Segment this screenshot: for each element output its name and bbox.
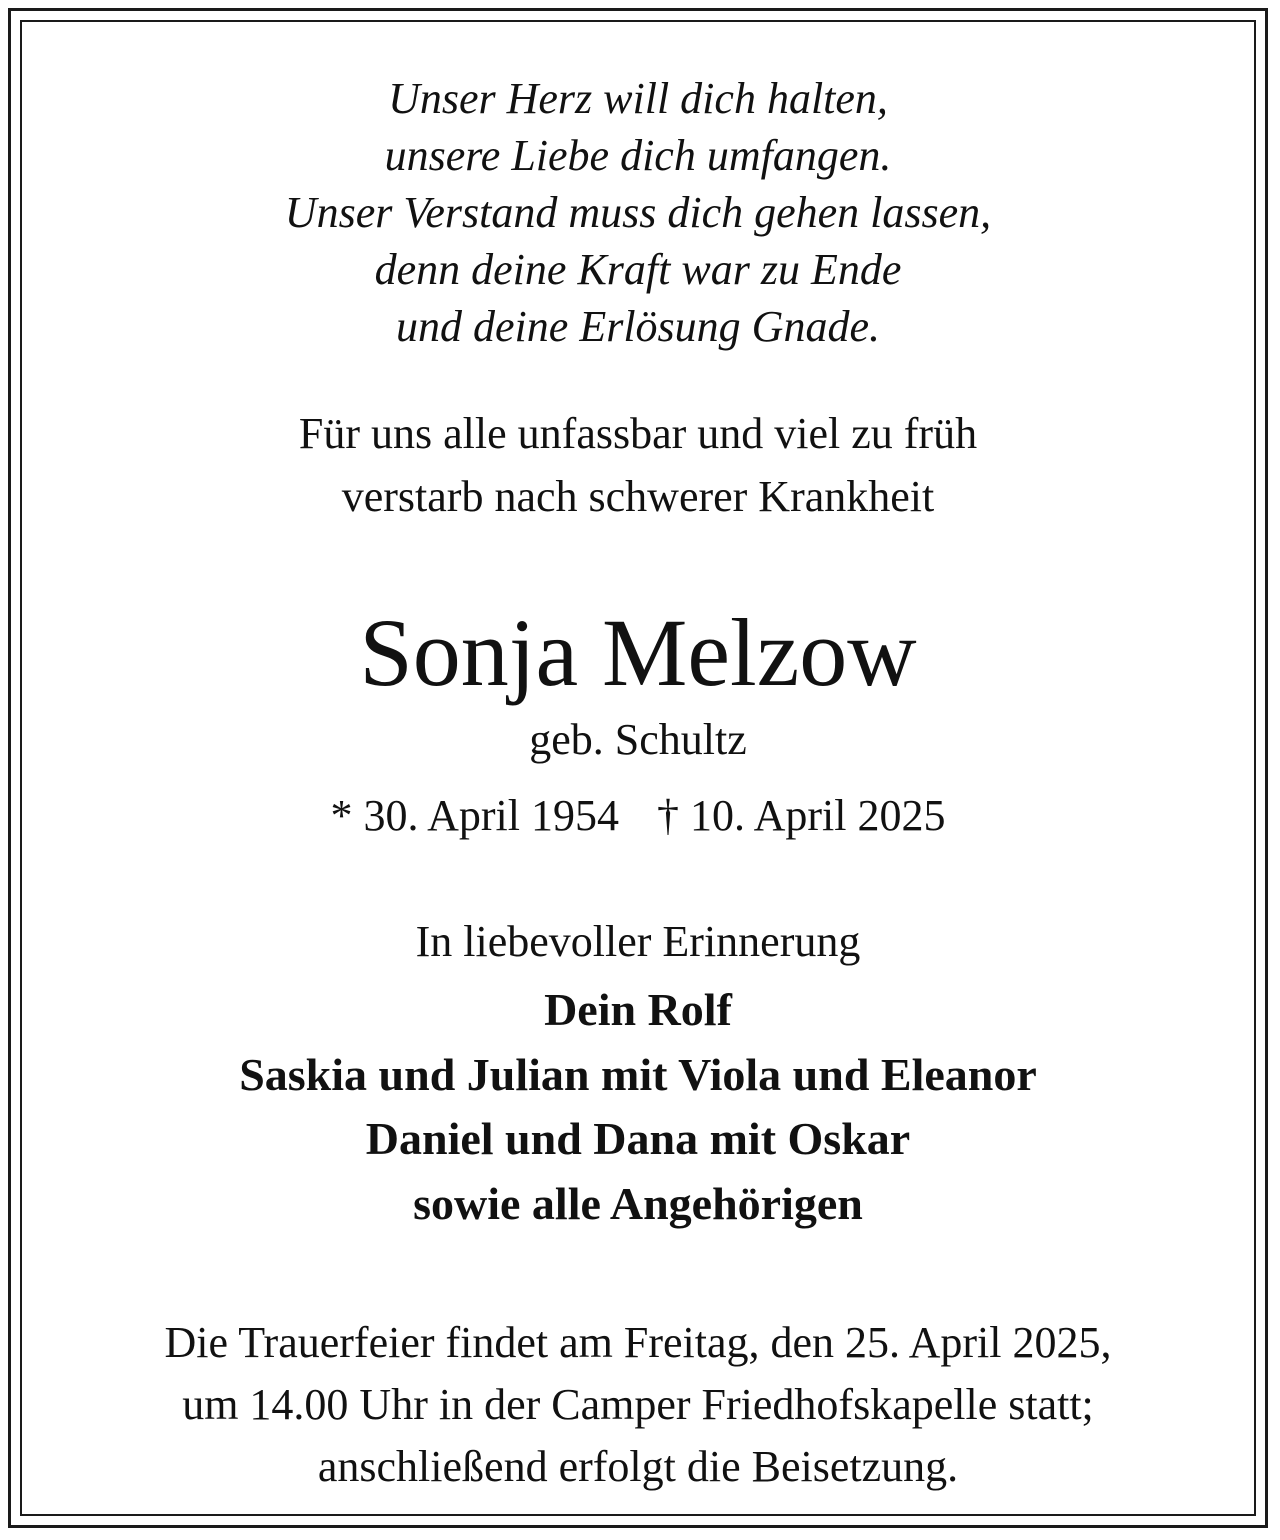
mourner-line: sowie alle Angehörigen <box>413 1177 863 1229</box>
poem-verse <box>22 70 1254 355</box>
mourner-line: Daniel und Dana mit Oskar <box>365 1113 911 1164</box>
obituary-notice <box>22 22 1254 1514</box>
poem-line: unsere Liebe dich umfangen. <box>384 131 892 180</box>
funeral-line: anschließend erfolgt die Beisetzung. <box>317 1442 959 1491</box>
funeral-line: Die Trauerfeier findet am Freitag, den 25. April 2025, <box>164 1318 1112 1367</box>
life-dates <box>22 788 1254 844</box>
mourner-line: Dein Rolf <box>544 984 732 1035</box>
announcement-line: verstarb nach schwerer Krankheit <box>341 472 935 521</box>
announcement-line: Für uns alle unfassbar und viel zu früh <box>298 409 978 458</box>
poem-line: denn deine Kraft war zu Ende <box>374 245 902 294</box>
poem-line: Unser Herz will dich halten, <box>388 74 888 123</box>
poem-line: und deine Erlösung Gnade. <box>396 302 880 351</box>
poem-line: Unser Verstand muss dich gehen lassen, <box>284 188 992 237</box>
deceased-name: Sonja Melzow <box>359 599 917 706</box>
maiden-name: geb. Schultz <box>529 715 747 764</box>
funeral-line: um 14.00 Uhr in der Camper Friedhofskapelle statt; <box>182 1380 1094 1429</box>
memory-line: In liebevoller Erinnerung <box>415 917 861 966</box>
birth-date: * 30. April 1954 <box>330 791 619 840</box>
funeral-notice <box>22 1312 1254 1498</box>
mourner-line: Saskia und Julian mit Viola und Eleanor <box>239 1048 1037 1100</box>
death-date: † 10. April 2025 <box>657 791 946 840</box>
mourners-list <box>22 978 1254 1236</box>
death-announcement <box>22 402 1254 528</box>
